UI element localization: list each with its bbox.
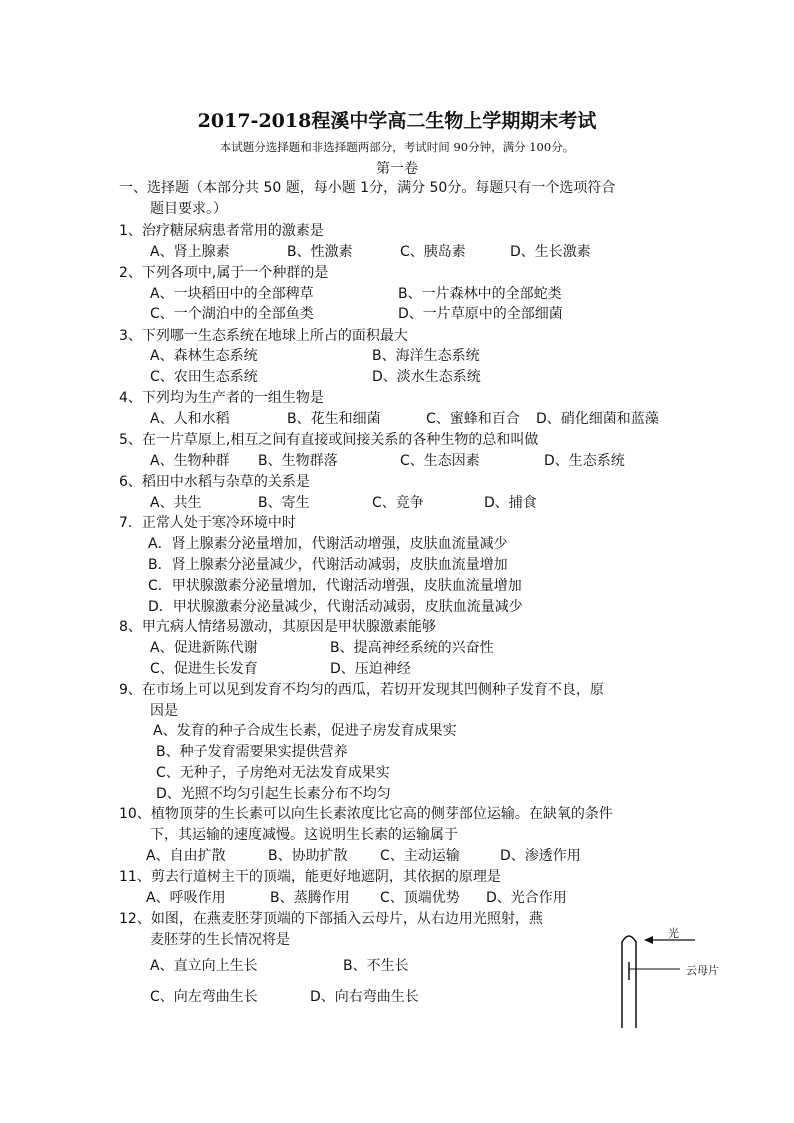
option-b: B、生物群落	[258, 453, 338, 469]
option-a: A、直立向上生长	[150, 958, 258, 974]
option-d: D．甲状腺激素分泌量减少，代谢活动减弱，皮肤血流量减少	[148, 599, 523, 615]
light-label: 光	[668, 927, 679, 940]
option-c: C、无种子，子房绝对无法发育成果实	[156, 765, 390, 781]
option-d: D、向右弯曲生长	[310, 989, 419, 1005]
question-3-stem: 3、下列哪一生态系统在地球上所占的面积最大	[119, 328, 408, 344]
option-d: D、光照不均匀引起生长素分布不均匀	[156, 786, 391, 802]
option-a: A、人和水稻	[150, 411, 230, 427]
question-5-stem: 5、在一片草原上,相互之间有直接或间接关系的各种生物的总和叫做	[119, 432, 539, 448]
option-d: D、捕食	[484, 495, 537, 511]
option-a: A、森林生态系统	[150, 348, 258, 364]
option-a: A、生物种群	[150, 453, 230, 469]
option-c: C、竞争	[372, 495, 424, 511]
option-b: B、蒸腾作用	[270, 890, 350, 906]
option-b: B、海洋生态系统	[372, 348, 480, 364]
option-d: D、淡水生态系统	[372, 369, 481, 385]
question-11-stem: 11、剪去行道树主干的顶端，能更好地遮阴，其依据的原理是	[119, 869, 501, 885]
light-arrow-head	[644, 936, 653, 944]
option-a: A、发育的种子合成生长素，促进子房发育成果实	[153, 723, 457, 739]
coleoptile-outline	[622, 936, 636, 1028]
question-12-stem-line2: 麦胚芽的生长情况将是	[150, 932, 290, 948]
option-a: A．肾上腺素分泌量增加，代谢活动增强，皮肤血流量减少	[148, 536, 508, 552]
question-9-stem-line2: 因是	[150, 703, 178, 719]
question-2-stem: 2、下列各项中,属于一个种群的是	[119, 265, 329, 281]
question-9-stem-line1: 9、在市场上可以见到发育不均匀的西瓜，若切开发现其凹侧种子发育不良，原	[119, 682, 604, 698]
exam-title: 2017-2018程溪中学高二生物上学期期末考试	[197, 110, 597, 132]
option-b: B、花生和细菌	[287, 411, 381, 427]
question-1-stem: 1、治疗糖尿病患者常用的激素是	[119, 223, 324, 239]
option-c: C、一个湖泊中的全部鱼类	[150, 306, 314, 322]
option-b: B、种子发育需要果实提供营养	[156, 744, 348, 760]
option-c: C．甲状腺激素分泌量增加，代谢活动增强，皮肤血流量增加	[148, 578, 522, 594]
option-c: C、促进生长发育	[150, 661, 258, 677]
option-c: C、生态因素	[400, 453, 480, 469]
option-c: C、主动运输	[380, 848, 460, 864]
section-header-line1: 一、选择题（本部分共 50 题，每小题 1分，满分 50分。每题只有一个选项符合	[119, 180, 616, 196]
option-d: D、生长激素	[510, 244, 591, 260]
coleoptile-figure	[600, 920, 740, 1030]
volume-heading: 第一卷	[376, 161, 418, 177]
question-10-stem-line2: 下，其运输的速度减慢。这说明生长素的运输属于	[150, 827, 458, 843]
option-b: B、协助扩散	[268, 848, 348, 864]
option-a: A、促进新陈代谢	[150, 640, 258, 656]
question-4-stem: 4、下列均为生产者的一组生物是	[119, 390, 324, 406]
option-d: D、硝化细菌和蓝藻	[536, 411, 659, 427]
option-d: D、光合作用	[486, 890, 567, 906]
option-d: D、渗透作用	[500, 848, 581, 864]
option-d: D、生态系统	[544, 453, 625, 469]
option-b: B．肾上腺素分泌量减少，代谢活动减弱，皮肤血流量增加	[148, 557, 508, 573]
option-c: C、顶端优势	[380, 890, 460, 906]
question-7-stem: 7．正常人处于寒冷环境中时	[119, 515, 296, 531]
question-10-stem-line1: 10、植物顶芽的生长素可以向生长素浓度比它高的侧芽部位运输。在缺氧的条件	[119, 806, 613, 822]
option-b: B、性激素	[287, 244, 353, 260]
question-8-stem: 8、甲亢病人情绪易激动，其原因是甲状腺激素能够	[119, 619, 436, 635]
option-d: D、一片草原中的全部细菌	[398, 306, 563, 322]
option-a: A、自由扩散	[146, 848, 226, 864]
option-c: C、蜜蜂和百合	[426, 411, 520, 427]
option-b: B、寄生	[258, 495, 310, 511]
option-a: A、肾上腺素	[150, 244, 230, 260]
option-a: A、呼吸作用	[146, 890, 226, 906]
option-b: B、不生长	[343, 958, 409, 974]
option-b: B、一片森林中的全部蛇类	[398, 286, 562, 302]
question-6-stem: 6、稻田中水稻与杂草的关系是	[119, 474, 310, 490]
mica-label: 云母片	[686, 964, 719, 977]
option-d: D、压迫神经	[330, 661, 411, 677]
option-c: C、向左弯曲生长	[150, 989, 258, 1005]
option-a: A、一块稻田中的全部稗草	[150, 286, 314, 302]
section-header-line2: 题目要求。）	[150, 201, 227, 217]
option-c: C、农田生态系统	[150, 369, 258, 385]
exam-subtitle: 本试题分选择题和非选择题两部分，考试时间 90分钟，满分 100分。	[219, 140, 575, 154]
option-b: B、提高神经系统的兴奋性	[330, 640, 494, 656]
question-12-stem-line1: 12、如图，在燕麦胚芽顶端的下部插入云母片，从右边用光照射，燕	[119, 911, 543, 927]
option-c: C、胰岛素	[400, 244, 466, 260]
option-a: A、共生	[150, 495, 202, 511]
